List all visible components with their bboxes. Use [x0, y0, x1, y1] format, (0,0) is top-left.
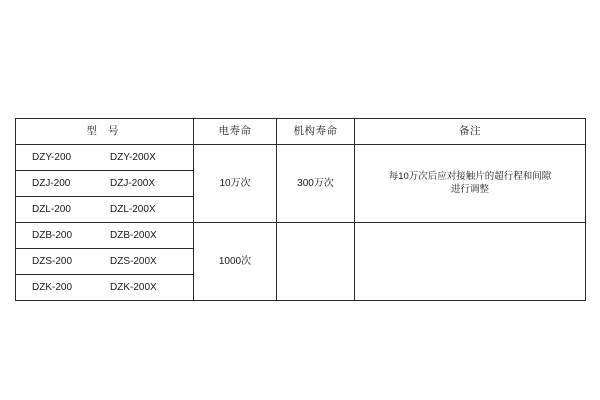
- model-code-secondary: DZB-200X: [110, 230, 157, 241]
- spec-table-wrapper: [15, 118, 585, 301]
- model-code-secondary: DZL-200X: [110, 204, 156, 215]
- specification-table: [15, 118, 586, 301]
- remark-empty: [355, 223, 586, 301]
- model-code-secondary: DZY-200X: [110, 152, 156, 163]
- mechanical-life-empty: [277, 223, 355, 301]
- remark-line-1: 每10万次后应对接触片的超行程和间隙: [388, 171, 552, 183]
- column-header-model: 型 号: [16, 119, 194, 145]
- model-cell: [16, 171, 194, 197]
- remark-line-2: 进行调整: [450, 183, 489, 195]
- column-header-mechanical-life: 机构寿命: [277, 119, 355, 145]
- model-code-secondary: DZJ-200X: [110, 178, 156, 189]
- model-code-primary: DZJ-200: [32, 178, 71, 189]
- model-code-primary: DZL-200: [32, 204, 71, 215]
- electrical-life-group-2: 1000次: [194, 223, 277, 301]
- model-cell: [16, 197, 194, 223]
- mechanical-life-value: 300万次: [277, 145, 355, 223]
- electrical-life-group-1: 10万次: [194, 145, 277, 223]
- model-code-primary: DZS-200: [32, 256, 73, 267]
- table-row: [16, 145, 586, 171]
- table-header-row: [16, 119, 586, 145]
- model-code-secondary: DZS-200X: [110, 256, 157, 267]
- table-row: [16, 223, 586, 249]
- column-header-electrical-life: 电寿命: [194, 119, 277, 145]
- model-cell: [16, 275, 194, 301]
- model-code-primary: DZB-200: [32, 230, 73, 241]
- model-cell: [16, 145, 194, 171]
- model-code-secondary: DZK-200X: [110, 282, 157, 293]
- remark-cell: [355, 145, 586, 223]
- model-cell: [16, 223, 194, 249]
- column-header-remark: 备注: [355, 119, 586, 145]
- model-code-primary: DZK-200: [32, 282, 73, 293]
- model-code-primary: DZY-200: [32, 152, 72, 163]
- model-cell: [16, 249, 194, 275]
